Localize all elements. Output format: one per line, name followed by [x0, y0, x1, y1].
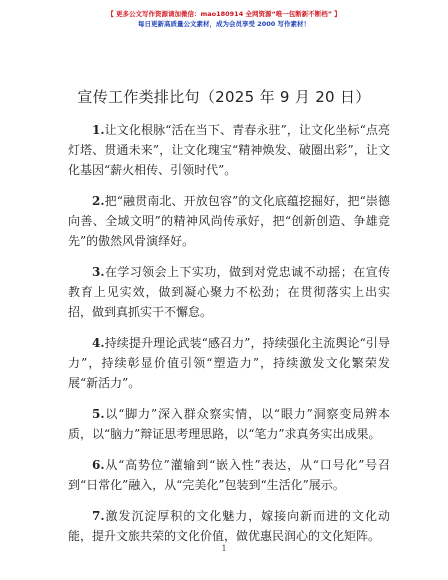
paragraph-number: 5. — [92, 407, 105, 421]
paragraph-text: 从“高势位”灌输到“嵌入性”表达，从“口号化”号召到“日常化”融入，从“完美化”包装到“生活化”展示。 — [68, 458, 390, 492]
paragraph-number: 6. — [92, 458, 105, 472]
document-body — [68, 120, 390, 557]
paragraph-text: 让文化根脉“活在当下、青春永驻”，让文化坐标“点亮灯塔、贯通未来”，让文化瑰宝“精神焕发、破圈出彩”，让文化基因“薪火相传、引领时代”。 — [68, 123, 390, 177]
header-banner — [0, 9, 448, 29]
paragraph-text: 激发沉淀厚积的文化魅力，嫁接向新而进的文化动能，提升文旅共荣的文化价值，做优惠民润心的文化矩阵。 — [68, 509, 390, 543]
paragraph-text: 把“融贯南北、开放包容”的文化底蕴挖掘好，把“崇德向善、全域文明”的精神风尚传承好，把“创新创造、争雄竞先”的傲然风骨演绎好。 — [68, 194, 390, 248]
paragraph-4 — [68, 333, 390, 393]
paragraph-number: 7. — [92, 509, 105, 523]
paragraph-number: 1. — [92, 123, 105, 137]
document-title: 宣传工作类排比句（2025 年 9 月 20 日） — [77, 88, 371, 106]
paragraph-7 — [68, 506, 390, 546]
paragraph-1 — [68, 120, 390, 180]
paragraph-6 — [68, 455, 390, 495]
paragraph-text: 持续提升理论武装“感召力”，持续强化主流舆论“引导力”，持续彰显价值引领“塑造力”，持续激发文化繁荣发展“新活力”。 — [68, 336, 390, 390]
paragraph-number: 2. — [92, 194, 105, 208]
page-number: 1 — [221, 544, 227, 553]
paragraph-number: 3. — [92, 265, 105, 279]
banner-membership-line: 每日更新高质量公文素材，成为会员享受 2000 写作素材！ — [137, 20, 311, 28]
paragraph-number: 4. — [92, 336, 105, 350]
paragraph-3 — [68, 262, 390, 322]
paragraph-5 — [68, 404, 390, 444]
paragraph-text: 以“脚力”深入群众察实情，以“眼力”洞察变局辨本质，以“脑力”辩证思考理思路，以“笔力”求真务实出成果。 — [68, 407, 390, 441]
banner-promo-line: 【 更多公文写作资源请加微信：mao180914 全网资源“唯一包断新不断档” 】 — [107, 10, 341, 18]
paragraph-2 — [68, 191, 390, 251]
paragraph-text: 在学习领会上下实功，做到对党忠诚不动摇；在宣传教育上见实效，做到凝心聚力不松劲；在贯彻落实上出实招，做到真抓实干不懈怠。 — [68, 265, 390, 319]
